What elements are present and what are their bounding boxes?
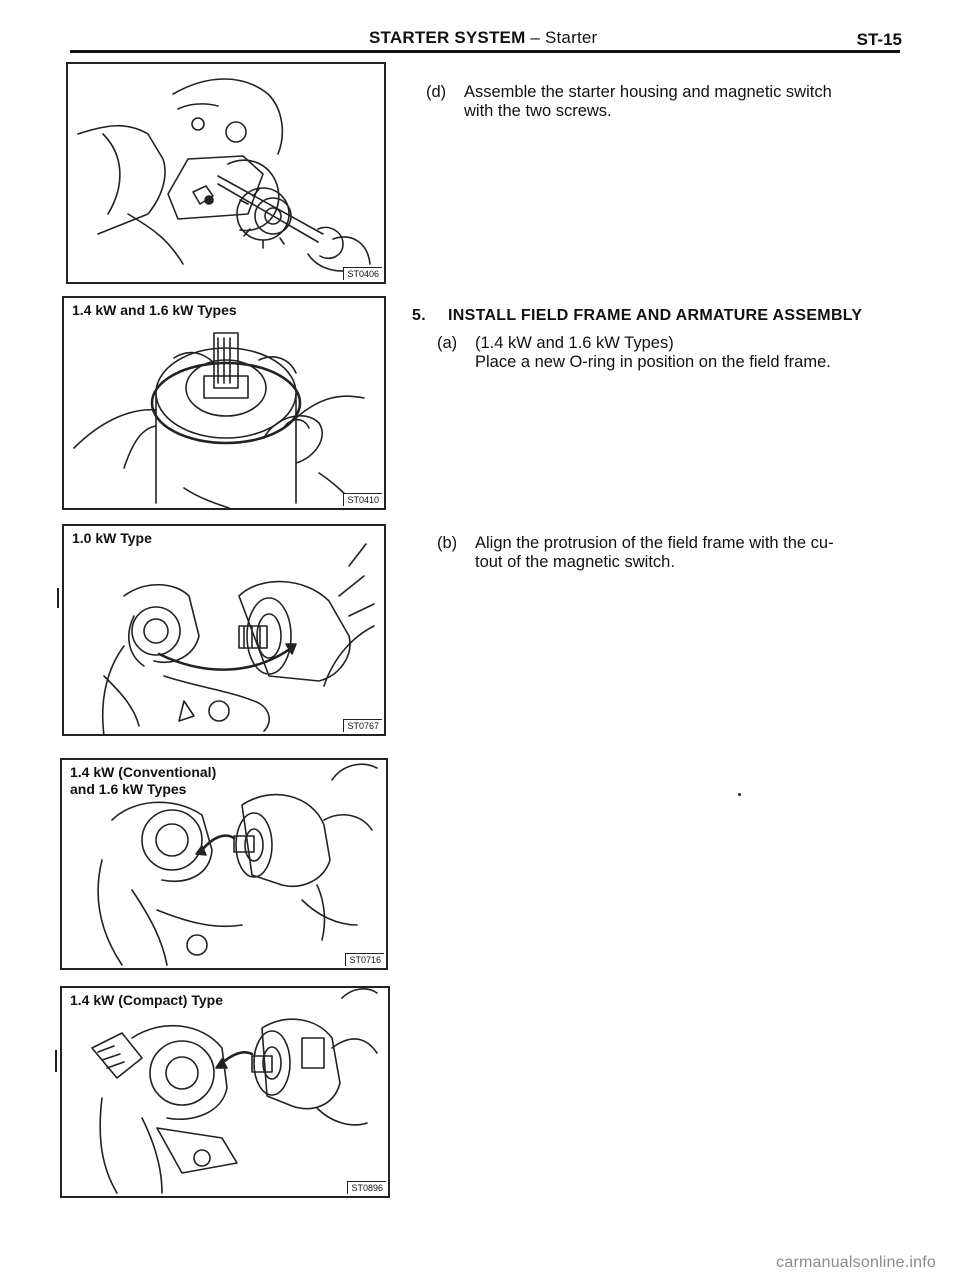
figure-label: 1.4 kW and 1.6 kW Types — [72, 302, 241, 319]
figure-st0896 — [60, 986, 390, 1198]
figure-code: ST0410 — [343, 493, 382, 506]
figure-label: 1.4 kW (Compact) Type — [70, 992, 227, 1009]
field-frame-o-ring-illustration-icon — [64, 298, 386, 510]
header-rule — [70, 50, 900, 53]
figure-st0406 — [66, 62, 386, 284]
section-title-text: INSTALL FIELD FRAME AND ARMATURE ASSEMBLY — [448, 307, 863, 324]
figure-code: ST0896 — [347, 1181, 386, 1194]
figure-code: ST0406 — [343, 267, 382, 280]
step-text-line: Align the protrusion of the field frame with the cu- — [475, 534, 834, 552]
section-number: 5. — [412, 307, 426, 324]
step-marker: (d) — [426, 83, 447, 101]
starter-housing-screw-illustration-icon — [68, 64, 386, 284]
step-marker: (a) — [437, 334, 458, 352]
figure-code: ST0767 — [343, 719, 382, 732]
step-text-line: Place a new O-ring in position on the field frame. — [475, 353, 831, 371]
step-text-line: tout of the magnetic switch. — [475, 553, 675, 571]
figure-code: ST0716 — [345, 953, 384, 966]
figure-st0716 — [60, 758, 388, 970]
step-text-line: with the two screws. — [464, 102, 612, 120]
margin-tick — [55, 1050, 57, 1072]
step-marker: (b) — [437, 534, 458, 552]
subsection-title: Starter — [544, 28, 598, 47]
figure-label: 1.4 kW (Conventional) and 1.6 kW Types — [70, 764, 244, 798]
step-text-line: Assemble the starter housing and magnetic switch — [464, 83, 832, 101]
page-number: ST-15 — [856, 30, 902, 49]
stray-dot — [738, 793, 741, 796]
figure-st0410 — [62, 296, 386, 510]
align-field-frame-illustration-icon — [62, 988, 390, 1198]
step-text-line: (1.4 kW and 1.6 kW Types) — [475, 334, 674, 352]
page-title — [369, 28, 597, 48]
watermark: carmanualsonline.info — [776, 1254, 936, 1271]
title-separator: – — [525, 28, 545, 47]
section-title: STARTER SYSTEM — [369, 28, 526, 47]
align-field-frame-illustration-icon — [64, 526, 386, 736]
figure-st0767 — [62, 524, 386, 736]
margin-tick — [57, 588, 59, 608]
figure-label: 1.0 kW Type — [72, 530, 156, 547]
